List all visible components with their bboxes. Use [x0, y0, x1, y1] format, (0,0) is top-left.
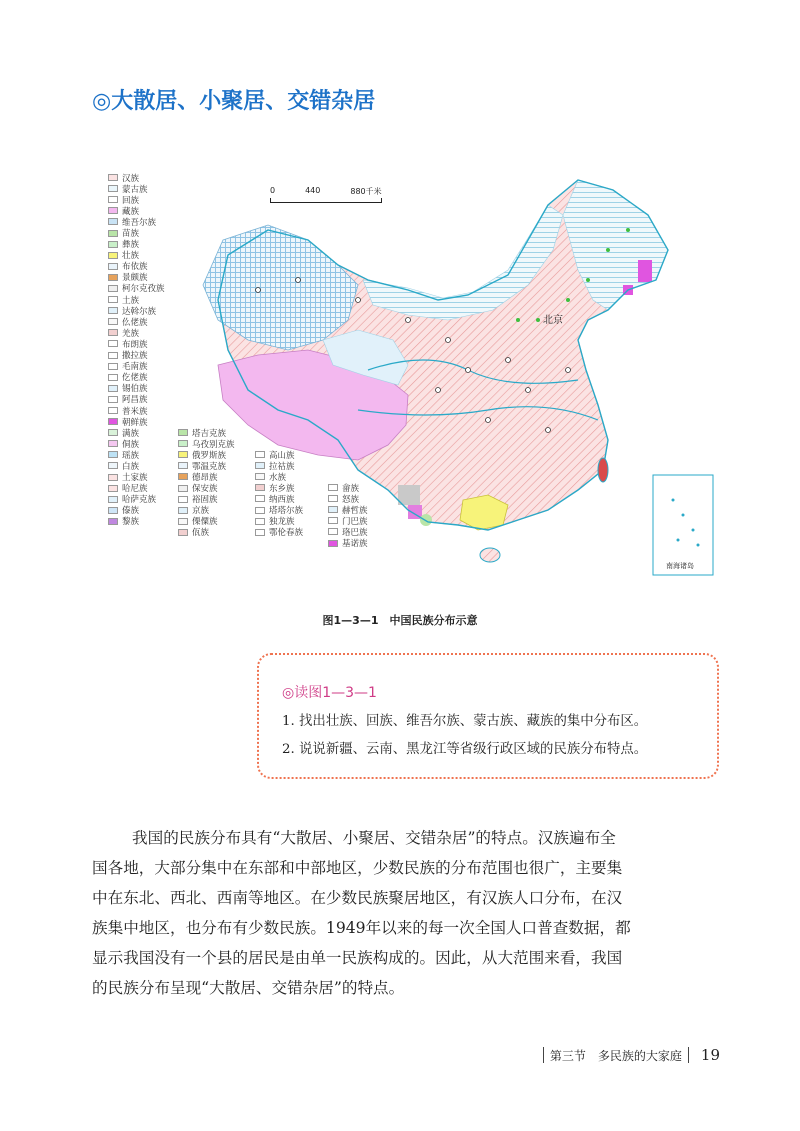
legend-swatch	[328, 506, 338, 513]
legend-item	[328, 526, 368, 537]
legend-item	[178, 516, 235, 527]
legend-item	[178, 438, 235, 449]
legend-label: 门巴族	[342, 516, 368, 527]
yunnan-block	[398, 485, 420, 505]
legend-label: 赫哲族	[342, 505, 368, 516]
legend-item	[108, 294, 165, 305]
legend-swatch	[108, 218, 118, 225]
legend-item	[108, 261, 165, 272]
legend-swatch	[108, 474, 118, 481]
south-sea-inset	[653, 475, 713, 575]
legend-label: 仫佬族	[122, 317, 148, 328]
legend-label: 布依族	[122, 262, 148, 273]
legend-label: 傣族	[122, 506, 140, 517]
legend-swatch	[108, 207, 118, 214]
legend-item	[108, 427, 165, 438]
legend-item	[108, 472, 165, 483]
legend-column-1	[108, 172, 165, 527]
legend-item	[108, 216, 165, 227]
legend-label: 珞巴族	[342, 527, 368, 538]
legend-label: 汉族	[122, 173, 140, 184]
page-number: 19	[700, 1046, 720, 1064]
legend-column-2	[178, 427, 235, 538]
legend-item	[108, 460, 165, 471]
legend-label: 锡伯族	[122, 384, 148, 395]
legend-label: 鄂温克族	[192, 461, 227, 472]
legend-swatch	[108, 496, 118, 503]
legend-swatch	[255, 451, 265, 458]
legend-swatch	[328, 540, 338, 547]
legend-swatch	[255, 473, 265, 480]
legend-swatch	[328, 517, 338, 524]
legend-label: 朝鲜族	[122, 417, 148, 428]
legend-item	[255, 516, 303, 527]
legend-label: 维吾尔族	[122, 217, 157, 228]
body-line: 我国的民族分布具有“大散居、小聚居、交错杂居”的特点。汉族遍布全	[132, 829, 616, 847]
legend-swatch	[328, 528, 338, 535]
legend-label: 哈萨克族	[122, 495, 157, 506]
legend-swatch	[108, 407, 118, 414]
scale-tick: 880千米	[350, 187, 382, 196]
legend-swatch	[178, 429, 188, 436]
legend-item	[108, 338, 165, 349]
legend-swatch	[108, 462, 118, 469]
legend-label: 回族	[122, 195, 140, 206]
legend-label: 白族	[122, 461, 140, 472]
legend-swatch	[108, 429, 118, 436]
legend-swatch	[108, 374, 118, 381]
legend-item	[108, 438, 165, 449]
legend-item	[255, 460, 303, 471]
legend-item	[108, 361, 165, 372]
legend-column-4	[328, 482, 368, 549]
legend-swatch	[108, 518, 118, 525]
legend-label: 毛南族	[122, 362, 148, 373]
legend-label: 哈尼族	[122, 484, 148, 495]
legend-item	[108, 416, 165, 427]
legend-label: 彝族	[122, 240, 140, 251]
legend-label: 畲族	[342, 483, 360, 494]
legend-swatch	[178, 462, 188, 469]
legend-swatch	[178, 529, 188, 536]
legend-label: 东乡族	[269, 483, 295, 494]
legend-swatch	[108, 340, 118, 347]
legend-label: 京族	[192, 506, 210, 517]
legend-item	[178, 505, 235, 516]
legend-swatch	[108, 285, 118, 292]
page-footer	[543, 1046, 720, 1064]
legend-item	[108, 394, 165, 405]
legend-label: 侗族	[122, 439, 140, 450]
legend-item	[108, 283, 165, 294]
legend-swatch	[108, 241, 118, 248]
figure-caption: 图1—3—1 中国民族分布示意	[322, 614, 478, 627]
legend-label: 羌族	[122, 328, 140, 339]
legend-item	[328, 504, 368, 515]
scale-tick: 440	[305, 186, 321, 195]
legend-swatch	[108, 440, 118, 447]
legend-label: 基诺族	[342, 539, 368, 550]
legend-swatch	[178, 507, 188, 514]
legend-label: 水族	[269, 472, 287, 483]
legend-swatch	[108, 396, 118, 403]
legend-label: 怒族	[342, 494, 360, 505]
legend-item	[108, 194, 165, 205]
footer-section-title: 第三节 多民族的大家庭	[549, 1048, 682, 1063]
legend-swatch	[108, 451, 118, 458]
legend-item	[108, 405, 165, 416]
legend-label: 仡佬族	[122, 373, 148, 384]
legend-swatch	[255, 495, 265, 502]
legend-column-3	[255, 449, 303, 538]
legend-label: 壮族	[122, 251, 140, 262]
taiwan-island	[598, 458, 608, 482]
legend-item	[255, 449, 303, 460]
legend-swatch	[108, 318, 118, 325]
legend-label: 德昂族	[192, 472, 218, 483]
legend-label: 柯尔克孜族	[122, 284, 165, 295]
legend-swatch	[255, 484, 265, 491]
legend-item	[255, 504, 303, 515]
legend-label: 傈僳族	[192, 517, 218, 528]
legend-item	[328, 537, 368, 548]
legend-label: 普米族	[122, 406, 148, 417]
legend-swatch	[108, 485, 118, 492]
legend-swatch	[108, 352, 118, 359]
legend-item	[108, 383, 165, 394]
legend-item	[108, 505, 165, 516]
legend-swatch	[328, 495, 338, 502]
legend-item	[255, 527, 303, 538]
legend-item	[178, 527, 235, 538]
legend-swatch	[108, 363, 118, 370]
body-line: 国各地，大部分集中在东部和中部地区，少数民族的分布范围也很广，主要集	[92, 859, 623, 877]
legend-label: 黎族	[122, 517, 140, 528]
legend-item	[328, 482, 368, 493]
legend-item	[108, 250, 165, 261]
scale-bar	[270, 186, 382, 203]
legend-swatch	[178, 451, 188, 458]
legend-label: 塔吉克族	[192, 428, 227, 439]
scale-tick: 0	[270, 186, 276, 195]
legend-label: 阿昌族	[122, 395, 148, 406]
legend-item	[255, 482, 303, 493]
legend-swatch	[108, 296, 118, 303]
legend-label: 撒拉族	[122, 351, 148, 362]
legend-label: 佤族	[192, 528, 210, 539]
legend-swatch	[178, 473, 188, 480]
legend-item	[178, 427, 235, 438]
legend-item	[108, 272, 165, 283]
section-heading: ◎大散居、小聚居、交错杂居	[92, 89, 376, 114]
legend-label: 蒙古族	[122, 184, 148, 195]
legend-swatch	[255, 462, 265, 469]
legend-swatch	[108, 385, 118, 392]
body-line: 的民族分布呈现“大散居、交错杂居”的特点。	[92, 979, 405, 997]
legend-item	[328, 493, 368, 504]
legend-swatch	[108, 230, 118, 237]
legend-swatch	[108, 174, 118, 181]
legend-label: 景颇族	[122, 273, 148, 284]
legend-item	[108, 350, 165, 361]
legend-label: 俄罗斯族	[192, 450, 227, 461]
legend-item	[108, 372, 165, 383]
legend-swatch	[255, 507, 265, 514]
legend-item	[255, 471, 303, 482]
legend-item	[328, 515, 368, 526]
reading-task-1: 1. 找出壮族、回族、维吾尔族、蒙古族、藏族的集中分布区。	[282, 714, 648, 729]
legend-swatch	[108, 185, 118, 192]
legend-item	[108, 305, 165, 316]
legend-label: 乌孜别克族	[192, 439, 235, 450]
legend-item	[108, 449, 165, 460]
legend-swatch	[178, 496, 188, 503]
legend-label: 独龙族	[269, 517, 295, 528]
legend-label: 布朗族	[122, 339, 148, 350]
legend-item	[178, 449, 235, 460]
footer-divider	[543, 1047, 544, 1063]
body-line: 显示我国没有一个县的居民是由单一民族构成的。因此，从大范围来看，我国	[92, 949, 623, 967]
legend-label: 裕固族	[192, 495, 218, 506]
korean-region	[638, 260, 652, 282]
legend-item	[178, 494, 235, 505]
legend-swatch	[108, 418, 118, 425]
legend-swatch	[108, 274, 118, 281]
legend-swatch	[178, 440, 188, 447]
legend-item	[108, 239, 165, 250]
legend-item	[108, 327, 165, 338]
body-line: 族集中地区，也分布有少数民族。1949年以来的每一次全国人口普查数据，都	[92, 919, 631, 937]
beijing-label: 北京	[543, 315, 563, 326]
legend-item	[178, 460, 235, 471]
legend-label: 拉祜族	[269, 461, 295, 472]
legend-swatch	[108, 329, 118, 336]
legend-swatch	[255, 518, 265, 525]
legend-label: 鄂伦春族	[269, 528, 304, 539]
legend-swatch	[108, 263, 118, 270]
legend-item	[108, 494, 165, 505]
legend-item	[108, 516, 165, 527]
hainan-island	[480, 548, 500, 562]
legend-swatch	[108, 507, 118, 514]
legend-label: 纳西族	[269, 494, 295, 505]
legend-label: 藏族	[122, 206, 140, 217]
legend-swatch	[108, 252, 118, 259]
legend-item	[178, 482, 235, 493]
legend-item	[108, 483, 165, 494]
legend-label: 满族	[122, 428, 140, 439]
legend-label: 苗族	[122, 229, 140, 240]
legend-swatch	[178, 485, 188, 492]
legend-label: 塔塔尔族	[269, 506, 304, 517]
legend-item	[108, 316, 165, 327]
legend-label: 达斡尔族	[122, 306, 157, 317]
body-line: 中在东北、西北、西南等地区。在少数民族聚居地区，有汉族人口分布，在汉	[92, 889, 623, 907]
footer-divider	[688, 1047, 689, 1063]
legend-item	[108, 172, 165, 183]
legend-swatch	[255, 529, 265, 536]
inset-label: 南海诸岛	[666, 562, 694, 570]
legend-item	[108, 183, 165, 194]
legend-swatch	[108, 196, 118, 203]
legend-label: 瑶族	[122, 450, 140, 461]
map-legend	[108, 172, 398, 590]
legend-label: 土族	[122, 295, 140, 306]
legend-swatch	[328, 484, 338, 491]
legend-label: 高山族	[269, 450, 295, 461]
legend-swatch	[108, 307, 118, 314]
reading-task-2: 2. 说说新疆、云南、黑龙江等省级行政区域的民族分布特点。	[282, 742, 648, 757]
legend-item	[108, 205, 165, 216]
legend-item	[255, 493, 303, 504]
legend-label: 保安族	[192, 484, 218, 495]
legend-swatch	[178, 518, 188, 525]
reading-activity-title: ◎读图1—3—1	[282, 685, 377, 701]
legend-label: 土家族	[122, 473, 148, 484]
legend-item	[178, 471, 235, 482]
legend-item	[108, 227, 165, 238]
